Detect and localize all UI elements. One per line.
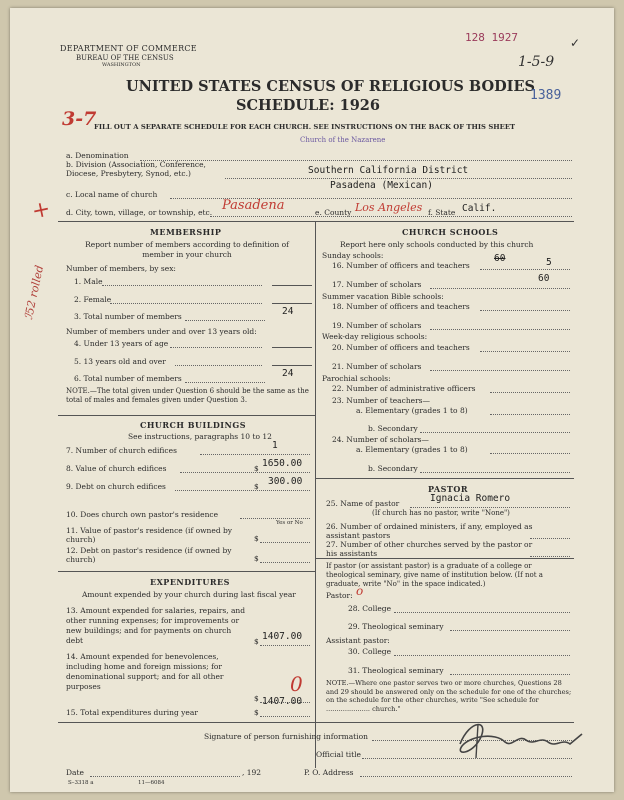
division-value: Southern California District xyxy=(308,165,469,176)
buildings-instr: See instructions, paragraphs 10 to 12 xyxy=(128,432,272,441)
date-label: Date xyxy=(66,768,84,777)
expenditures-intro: Amount expended by your church during last fiscal year xyxy=(82,590,296,599)
q15-value: 1407.00 xyxy=(262,696,303,707)
q24-label: 24. Number of scholars— xyxy=(332,435,429,444)
q28-label: 28. College xyxy=(348,604,392,613)
local-name-value: Pasadena (Mexican) xyxy=(330,180,433,191)
graduate-instructions: If pastor (or assistant pastor) is a graduate of a college or theological seminary, give name of institution below. (If not a graduate, write "No" in the space indicated.) xyxy=(326,562,543,588)
stamp-number: 1389 xyxy=(530,88,562,103)
q8-label: 8. Value of church edifices xyxy=(66,464,167,473)
q2-female-label: 2. Female xyxy=(74,295,112,304)
form-instructions: FILL OUT A SEPARATE SCHEDULE FOR EACH CHURCH. SEE INSTRUCTIONS ON THE BACK OF THIS SHEET xyxy=(94,123,516,131)
purple-stamp: Church of the Nazarene xyxy=(300,136,386,144)
red-code: 3-7 xyxy=(62,108,97,130)
official-title-label: Official title xyxy=(316,750,361,759)
q9-label: 9. Debt on church edifices xyxy=(66,482,166,491)
q17-value: 60 xyxy=(538,273,550,284)
q1-male-label: 1. Male xyxy=(74,277,103,286)
buildings-heading: CHURCH BUILDINGS xyxy=(140,420,246,430)
sunday-schools-label: Sunday schools: xyxy=(322,251,384,260)
q10-label: 10. Does church own pastor's residence xyxy=(66,510,219,519)
state-label: f. State xyxy=(428,208,456,217)
q26-label: 26. Number of ordained ministers, if any, employed as assistant pastors xyxy=(326,522,533,540)
received-stamp: 128 1927 xyxy=(465,31,518,44)
county-label: e. County xyxy=(315,208,352,217)
parochial-schools-label: Parochial schools: xyxy=(322,374,391,383)
department-name: DEPARTMENT OF COMMERCE xyxy=(60,44,197,53)
expenditures-heading: EXPENDITURES xyxy=(150,577,230,587)
q16-value: 5 xyxy=(546,257,552,268)
year-label: , 192 xyxy=(242,768,262,777)
membership-intro: Report number of members according to definition of member in your church xyxy=(85,240,289,259)
schools-heading: CHURCH SCHOOLS xyxy=(402,227,499,237)
q6-total-label: 6. Total number of members xyxy=(74,374,182,383)
form-title: UNITED STATES CENSUS OF RELIGIOUS BODIES xyxy=(126,78,535,95)
local-name-label: c. Local name of church xyxy=(66,190,158,199)
q11-label: 11. Value of pastor's residence (if owned by church) xyxy=(66,526,233,544)
county-value: Los Angeles xyxy=(355,201,423,214)
q13-dollar: $ xyxy=(254,637,259,646)
form-subtitle: SCHEDULE: 1926 xyxy=(236,97,380,114)
q12-label: 12. Debt on pastor's residence (if owned by church) xyxy=(66,546,232,564)
q14-label: 14. Amount expended for benevolences, including home and foreign missions; for denominational support; and for all other purposes xyxy=(66,652,224,691)
q9-dollar: $ xyxy=(254,482,259,491)
members-by-sex-label: Number of members, by sex: xyxy=(66,264,176,273)
state-value: Calif. xyxy=(462,203,497,214)
q23-label: 23. Number of teachers— xyxy=(332,396,431,405)
census-schedule-page xyxy=(10,8,614,792)
red-margin-mark: + xyxy=(29,196,53,225)
q7-value: 1 xyxy=(272,440,278,451)
q30-label: 30. College xyxy=(348,647,392,656)
q9-value: 300.00 xyxy=(268,476,303,487)
q13-value: 1407.00 xyxy=(262,631,303,642)
q4-under13-label: 4. Under 13 years of age xyxy=(74,339,169,348)
bureau-name: BUREAU OF THE CENSUS xyxy=(76,54,174,62)
q14-dollar: $ xyxy=(254,694,259,703)
po-address-label: P. O. Address xyxy=(304,768,354,777)
q8-value: 1650.00 xyxy=(262,458,303,469)
denomination-label: a. Denomination xyxy=(66,151,129,160)
q15-label: 15. Total expenditures during year xyxy=(66,708,198,717)
q16-label: 16. Number of officers and teachers xyxy=(332,261,470,270)
q11-dollar: $ xyxy=(254,534,259,543)
form-code: S–3318 a xyxy=(68,780,94,786)
signature-graphic xyxy=(450,714,590,762)
q27-label: 27. Number of other churches served by the pastor or his assistants xyxy=(326,540,533,558)
q29-label: 29. Theological seminary xyxy=(348,622,444,631)
schools-intro: Report here only schools conducted by this church xyxy=(340,240,534,249)
margin-note: ℐ52 rolled xyxy=(22,264,47,321)
q25-label: 25. Name of pastor xyxy=(326,499,400,508)
pastor-heading: PASTOR xyxy=(428,484,468,494)
q21-label: 21. Number of scholars xyxy=(332,362,422,371)
pastor-sublabel: Pastor: xyxy=(326,591,353,600)
q25-value: Ignacia Romero xyxy=(430,493,511,504)
q23a-label: a. Elementary (grades 1 to 8) xyxy=(356,406,468,415)
signature-label: Signature of person furnishing information xyxy=(204,732,368,741)
q15-dollar: $ xyxy=(254,708,259,717)
q8-dollar: $ xyxy=(254,464,259,473)
q13-label: 13. Amount expended for salaries, repairs, and other running expenses; for improvements or new buildings; and for payments on church debt xyxy=(66,606,246,645)
yes-no-hint: Yes or No xyxy=(276,520,303,526)
q7-label: 7. Number of church edifices xyxy=(66,446,177,455)
q20-label: 20. Number of officers and teachers xyxy=(332,343,470,352)
check-mark: ✓ xyxy=(570,36,581,50)
age-intro-label: Number of members under and over 13 years old: xyxy=(66,327,257,336)
q6-total-value: 24 xyxy=(282,368,294,379)
q19-label: 19. Number of scholars xyxy=(332,321,422,330)
summer-schools-label: Summer vacation Bible schools: xyxy=(322,292,444,301)
pastor-mark: o xyxy=(356,584,364,598)
form-code-2: 11—6084 xyxy=(138,780,165,786)
asst-pastor-sublabel: Assistant pastor: xyxy=(326,636,390,645)
handwritten-code: 1-5-9 xyxy=(518,54,555,70)
q31-label: 31. Theological seminary xyxy=(348,666,444,675)
pastor-note: NOTE.—Where one pastor serves two or more churches, Questions 28 and 29 should be answered only on the schedule for one of the churches; on the schedule for the other churches, write "See schedule for ..................... church." xyxy=(326,679,572,713)
q5-over13-label: 5. 13 years old and over xyxy=(74,357,166,366)
q3-total-label: 3. Total number of members xyxy=(74,312,182,321)
q24b-label: b. Secondary xyxy=(368,464,418,473)
q25-note: (If church has no pastor, write "None") xyxy=(372,509,510,517)
q18-label: 18. Number of officers and teachers xyxy=(332,302,470,311)
q14-value: 0 xyxy=(290,672,303,696)
q24a-label: a. Elementary (grades 1 to 8) xyxy=(356,445,468,454)
q22-label: 22. Number of administrative officers xyxy=(332,384,476,393)
q23b-label: b. Secondary xyxy=(368,424,418,433)
division-label: b. Division (Association, Conference, Diocese, Presbytery, Synod, etc.) xyxy=(66,160,206,178)
washington-label: WASHINGTON xyxy=(102,62,141,68)
city-value: Pasadena xyxy=(222,198,285,213)
q16-struck-value: 60 xyxy=(494,253,506,264)
q12-dollar: $ xyxy=(254,554,259,563)
q3-total-value: 24 xyxy=(282,306,294,317)
membership-heading: MEMBERSHIP xyxy=(150,227,222,237)
membership-note: NOTE.—The total given under Question 6 should be the same as the total of males and females given under Question 3. xyxy=(66,387,309,404)
weekday-schools-label: Week-day religious schools: xyxy=(322,332,428,341)
q17-label: 17. Number of scholars xyxy=(332,280,422,289)
city-label: d. City, town, village, or township, etc. xyxy=(66,208,213,217)
